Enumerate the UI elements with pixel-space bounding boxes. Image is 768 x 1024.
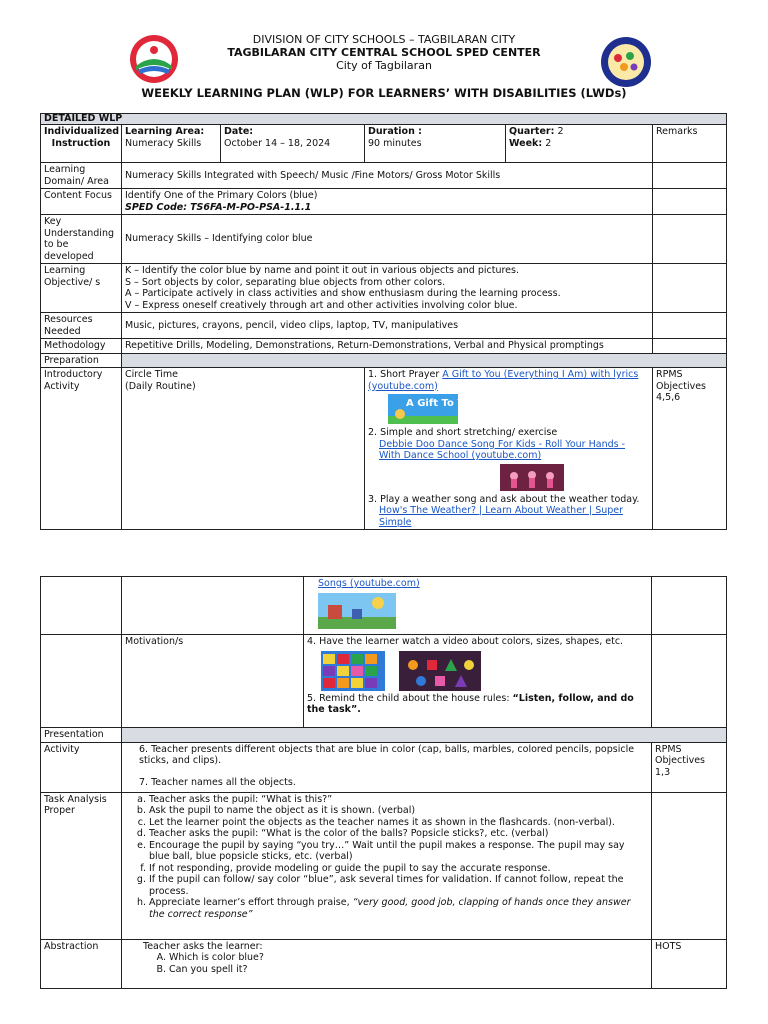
division-name: DIVISION OF CITY SCHOOLS – TAGBILARAN CITY [252,33,516,46]
objective-v: V – Express oneself creatively through art and other activities involving color blue. [125,299,518,311]
activity-cell [122,742,652,792]
date-label: Date: [224,126,254,137]
presentation-label: Presentation [41,728,122,743]
task-analysis-list [125,794,648,921]
domain-value: Numeracy Skills Integrated with Speech/ Music /Fine Motors/ Gross Motor Skills [122,163,653,189]
task-item-h-praise: “very good, good job, clapping of hands once they answer the correct response” [149,897,631,920]
abstraction-intro: Teacher asks the learner: [143,940,263,952]
document-title: WEEKLY LEARNING PLAN (WLP) FOR LEARNERS’ WITH DISABILITIES (LWDs) [141,86,627,100]
domain-label: Learning Domain/ Area [41,163,122,189]
colors-video-thumbnail[interactable] [321,651,385,691]
quarter-week-cell [506,125,653,163]
resources-label: Resources Needed [41,313,122,339]
duration-cell [365,125,506,163]
task-analysis-cell [122,792,652,939]
stretching-text: 2. Simple and short stretching/ exercise [368,427,558,438]
abstraction-label: Abstraction [41,939,122,988]
understanding-value: Numeracy Skills – Identifying color blue [122,215,653,264]
objective-k: K – Identify the color blue by name and point it out in various objects and pictures. [125,265,519,276]
shapes-video-thumbnail[interactable] [399,651,481,691]
remarks-header: Remarks [653,125,727,163]
quarter-label: Quarter: [509,126,555,137]
abstraction-cell [122,939,652,988]
debbie-doo-link[interactable]: Debbie Doo Dance Song For Kids - Roll Your Hands - With Dance School (youtube.com) [379,438,626,461]
objectives-label: Learning Objective/ s [41,264,122,313]
motivation-label: Motivation/s [122,635,304,728]
duration-label: Duration : [368,126,422,137]
resources-value: Music, pictures, crayons, pencil, video clips, laptop, TV, manipulatives [122,313,653,339]
abstraction-item-b: B. Can you spell it? [169,964,648,976]
week-label: Week: [509,137,543,149]
circle-time-text: Circle Time (Daily Routine) [122,368,365,530]
objective-a: A – Participate actively in class activities and show enthusiasm during the learning process. [125,288,561,299]
task-item-d: d. Teacher asks the pupil: “What is the color of the balls? Popsicle sticks?, etc. (verbal) [149,828,648,840]
learning-area-label: Learning Area: [125,126,205,137]
task-item-g: g. If the pupil can follow/ say color “blue”, ask several times for validation. If cannot follow, repeat the process. [149,874,648,897]
gift-to-you-link[interactable]: A Gift to You (Everything I Am) with lyrics (youtube.com) [368,369,639,392]
presentation-shade [122,728,727,743]
dance-thumbnail[interactable] [500,464,564,491]
rpms-objectives-13: RPMS Objectives 1,3 [652,742,727,792]
content-focus-cell [122,189,653,215]
task-item-h [149,897,648,920]
abstraction-item-a: A. Which is color blue? [169,952,648,964]
content-focus-value: Identify One of the Primary Colors (blue) [125,190,318,201]
content-focus-label: Content Focus [41,189,122,215]
motivation-cell [304,635,652,728]
week-value: 2 [545,137,552,149]
date-cell [221,125,365,163]
individualized-instruction-header: Individualized Instruction [41,125,122,163]
sped-code-value: TS6FA-M-PO-PSA-1.1.1 [190,201,312,213]
abstraction-list [125,952,648,975]
task-item-h-text: Appreciate learner’s effort through praise, [149,897,353,908]
gift-to-you-thumbnail[interactable] [388,394,478,424]
preparation-label: Preparation [41,353,122,368]
introductory-activity-label: Introductory Activity [41,368,122,530]
watch-video-text: 4. Have the learner watch a video about colors, sizes, shapes, etc. [307,636,624,647]
objective-s: S – Sort objects by color, separating blue objects from other colors. [125,276,446,288]
wlp-table-page2 [40,576,727,989]
duration-value: 90 minutes [368,137,422,149]
rpms-objectives-456: RPMS Objectives 4,5,6 [653,368,727,530]
weather-song-text: 3. Play a weather song and ask about the weather today. [368,493,640,505]
school-name: TAGBILARAN CITY CENTRAL SCHOOL SPED CENTER [227,46,541,59]
weather-song-link[interactable]: How's The Weather? | Learn About Weather | Super Simple [379,505,624,528]
task-item-b: b. Ask the pupil to name the object as it is shown. (verbal) [149,805,648,817]
sped-code-label: SPED Code: [125,201,188,213]
activity-item-6: 6. Teacher presents different objects that are blue in color (cap, balls, marbles, colored pencils, popsicle sticks, and clips). [139,743,635,766]
task-item-a: a. Teacher asks the pupil: “What is this?” [149,794,648,806]
task-item-c: c. Let the learner point the objects as the teacher names it as shown in the flashcards. (non-verbal). [149,817,648,829]
short-prayer-text: 1. Short Prayer [368,369,443,380]
city-name: City of Tagbilaran [336,59,432,72]
task-item-e: e. Encourage the pupil by saying “you try…” Wait until the pupil makes a response. The pupil may say blue ball, blue popsicle sticks, etc. (verbal) [149,840,648,863]
task-analysis-label: Task Analysis Proper [41,792,122,939]
wlp-table-page1 [40,113,727,530]
house-rules-quote: “Listen, follow, and do the task”. [307,692,634,715]
date-value: October 14 – 18, 2024 [224,137,331,149]
weather-thumbnail[interactable] [318,593,396,629]
objectives-cell [122,264,653,313]
task-item-f: f. If not responding, provide modeling or guide the pupil to say the accurate response. [149,863,648,875]
hots-remark: HOTS [652,939,727,988]
preparation-shade [122,353,727,368]
activity-item-7: 7. Teacher names all the objects. [139,776,296,788]
house-rules-text: 5. Remind the child about the house rules: [307,692,513,704]
section-header: DETAILED WLP [41,114,727,125]
intro-activities-cell [365,368,653,530]
weather-song-link-cont[interactable]: Songs (youtube.com) [318,578,420,589]
learning-area-cell [122,125,221,163]
activity-label: Activity [41,742,122,792]
methodology-label: Methodology [41,339,122,354]
understanding-label: Key Understanding to be developed [41,215,122,264]
quarter-value: 2 [557,126,564,137]
learning-area-value: Numeracy Skills [125,137,202,149]
weather-link-continuation-cell [304,577,652,635]
thumbnail-caption: A Gift To You [406,398,478,409]
methodology-value: Repetitive Drills, Modeling, Demonstrations, Return-Demonstrations, Verbal and Physical promptings [122,339,653,354]
